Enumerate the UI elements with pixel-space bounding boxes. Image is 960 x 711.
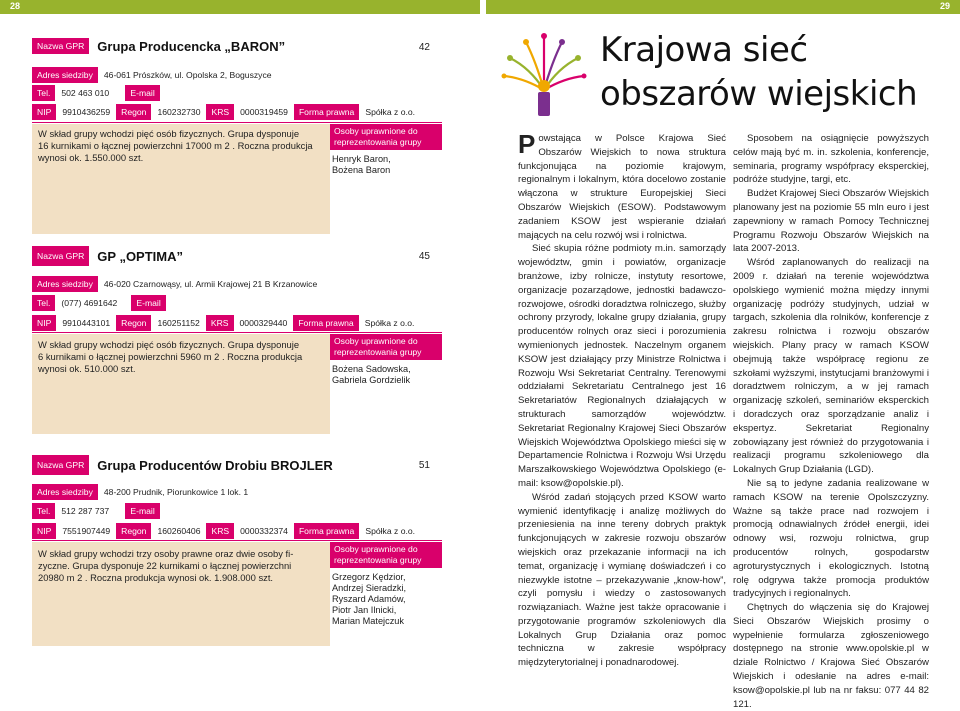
legal-form: Spółka z o.o. — [365, 526, 416, 536]
article-column-1 — [518, 129, 726, 670]
description-line: 20980 m 2 . Roczna produkcja wynosi ok. 1.908.000 szt. — [38, 572, 274, 583]
paragraph: Sposobem na osiągnięcie powyższych celów mają być m. in. szkolenia, konferencje, seminaria, programy wspófpracy eksperckiej, podróże studyjne, targi, etc. — [733, 133, 929, 186]
label-persons: Osoby uprawnione do reprezentowania grupy — [330, 542, 442, 568]
label-legal-form: Forma prawna — [293, 315, 358, 331]
tel: (077) 4691642 — [61, 298, 118, 308]
person-name: Ryszard Adamów, — [332, 594, 406, 604]
tel: 502 463 010 — [61, 88, 110, 98]
description-line: W skład grupy wchodzi pięć osób fizycznych. Grupa dysponuje — [38, 339, 300, 350]
description-line: zyczne. Grupa dysponuje 22 kurnikami o łącznej powierzchni — [38, 560, 292, 571]
group-name: Grupa Producencka „BARON” — [97, 38, 286, 54]
regon: 160260406 — [157, 526, 201, 536]
page-gutter — [480, 0, 486, 14]
label-name: Nazwa GPR — [32, 455, 89, 475]
description-line: 6 kurnikami o łącznej powierzchni 5960 m 2 . Roczna produkcja — [38, 351, 303, 362]
persons-box — [330, 124, 442, 180]
paragraph: Wśród zadań stojących przed KSOW warto wymienić identyfikację i analizę możliwych do przeniesienia na inne tereny dobrych praktyk funkcjonujących w zakresie rozwoju obszarów wiejskich oraz przekazanie informacji na ich temat, organizację i wymianę doświadczeń i co niezwykle istotne – przekazywanie „know-how”, czyli pomysłu i wiedzy o zastosowanych rozwiązaniach. Ważne jest także opracowanie i przygotowanie programów szkoleniowych dla Lokalnych Grup Działania oraz pomoc techniczna w zakresie współpracy międzyterytorialnej i ponadnarodowej. — [518, 491, 726, 669]
label-regon: Regon — [116, 315, 151, 331]
label-persons: Osoby uprawnione do reprezentowania grupy — [330, 334, 442, 360]
label-krs: KRS — [206, 104, 234, 120]
label-email: E-mail — [125, 85, 159, 101]
entry-number: 51 — [418, 460, 430, 471]
label-address: Adres siedziby — [32, 67, 98, 83]
address: 48-200 Prudnik, Piorunkowice 1 lok. 1 — [103, 487, 249, 497]
nip: 9910443101 — [62, 318, 111, 328]
person-name: Grzegorz Kędzior, — [332, 572, 406, 582]
person-name: Henryk Baron, — [332, 154, 391, 164]
regon: 160232730 — [157, 107, 201, 117]
label-persons: Osoby uprawnione do reprezentowania grupy — [330, 124, 442, 150]
label-regon: Regon — [116, 523, 151, 539]
legal-form: Spółka z o.o. — [365, 107, 416, 117]
entry-brojler — [32, 455, 442, 645]
regon: 160251152 — [157, 318, 200, 328]
label-name: Nazwa GPR — [32, 38, 89, 54]
address: 46-020 Czarnowąsy, ul. Armii Krajowej 21 B Krzanowice — [103, 279, 318, 289]
person-name: Andrzej Sieradzki, — [332, 583, 407, 593]
group-name: GP „OPTIMA” — [97, 248, 183, 264]
title-line: obszarów wiejskich — [600, 74, 918, 114]
person-name: Bożena Sadowska, — [332, 364, 411, 374]
label-email: E-mail — [125, 503, 159, 519]
description-line: W skład grupy wchodzi trzy osoby prawne oraz dwie osoby fi- — [38, 548, 294, 559]
ksow-logo-icon — [500, 28, 588, 118]
person-name: Gabriela Gordzielik — [332, 375, 411, 385]
divider — [32, 122, 442, 123]
page-number-left: 28 — [10, 1, 21, 11]
paragraph: Nie są to jedyne zadania realizowane w ramach KSOW na terenie Opolszczyzny. Ważne są także prace nad rozwojem i promocją odnawialnych źródeł energii, idei odnowy wsi, rozwoju rolnictwa, grup producentów rolnych, gospodarstw agroturystycznych i ekologicznych. Istotną rolę odgrywa także promocja produktów tradycyjnych i regionalnych. — [733, 477, 929, 600]
paragraph: Sieć skupia różne podmioty m.in. samorządy województw, gmin i powiatów, organizacje branżowe, izby rolnicze, instytuty resortowe, organizacje pozarządowe, jednostki badawczo-rozwojowe, ośrodki doradztwa rolniczego, służby ochrony przyrody, lokalne grupy działania, grupy producentów rolnych oraz sieci i porozumienia wymienionych jednostek. Naczelnym organem KSOW jest działający przy Ministrze Rolnictwa i Rozwoju Wsi Sekretariat Centralny. Terenowymi oddziałami Sekretariatu Centralnego jest 16 Sekretariatów Regionalnych działających w strukturach samorządów województw. Sekretariat Regionalny Krajowej Sieci Obszarów Wiejskich Województwa Opolskiego mieści się w Departamencie Rolnictwa i Rozwoju Wsi Urzędu Marszałkowskiego Województwa Opolskiego (e-mail: ksow@opolskie.pl). — [518, 243, 726, 489]
label-nip: NIP — [32, 315, 56, 331]
tel: 512 287 737 — [61, 506, 110, 516]
entry-number: 42 — [418, 42, 430, 53]
nip: 9910436259 — [62, 107, 111, 117]
label-nip: NIP — [32, 104, 56, 120]
krs: 0000319459 — [240, 107, 288, 117]
persons-box — [330, 334, 442, 390]
paragraph: Chętnych do włączenia się do Krajowej Sieci Obszarów Wiejskich prosimy o wypełnienie formularza zgłoszeniowego dostępnego na stronie www.opolskie.pl w dziale Rolnictwo / Krajowa Sieć Obszarów Wiejskich i odesłanie na adres e-mail: ksow@opolskie.pl lub na nr faksu: 077 44 82 121. — [733, 602, 929, 710]
label-legal-form: Forma prawna — [294, 523, 359, 539]
divider — [32, 332, 442, 333]
title-line: Krajowa sieć — [600, 30, 808, 70]
person-name: Piotr Jan Ilnicki, — [332, 605, 397, 615]
label-nip: NIP — [32, 523, 56, 539]
dropcap: P — [518, 129, 536, 159]
label-address: Adres siedziby — [32, 276, 98, 292]
person-name: Bożena Baron — [332, 165, 391, 175]
paragraph: Wśród zaplanowanych do realizacji na 2009 r. działań na terenie województwa opolskiego wymienić można między innymi organizację podróży studyjnych, udział w targach, szkolenia dla rolników, konferencje z zakresu rolnictwa i rozwoju obszarów wiejskich. Plany pracy w ramach KSOW obejmują także współpracę regionu ze szkołami wyższymi, instytucjami branżowymi i doradztwem rolniczym, a w jej ramach organizację szkoleń, seminariów eksperckich i doradczych oraz sporządzanie analiz i ekspertyz. Sekretariat Regionalny zobowiązany jest również do przygotowania i realizacji programu szkoleniowego dla Lokalnych Grup Działania (LGD). — [733, 257, 929, 476]
description-line: wynosi ok. 1.550.000 szt. — [38, 152, 144, 163]
description-line: wynosi ok. 510.000 szt. — [38, 363, 136, 374]
description-line: 16 kurnikami o łącznej powierzchni 17000 m 2 . Roczna produkcja — [38, 140, 313, 151]
description-line: W skład grupy wchodzi pięć osób fizycznych. Grupa dysponuje — [38, 128, 300, 139]
krs: 0000329440 — [239, 318, 288, 328]
article-title — [600, 28, 917, 116]
entry-optima — [32, 246, 442, 436]
person-name: Marian Matejczuk — [332, 616, 404, 626]
divider — [32, 540, 442, 541]
label-tel: Tel. — [32, 503, 55, 519]
article-column-2 — [733, 132, 929, 711]
label-tel: Tel. — [32, 295, 55, 311]
label-krs: KRS — [206, 523, 234, 539]
persons-box — [330, 542, 442, 631]
krs: 0000332374 — [240, 526, 288, 536]
label-krs: KRS — [206, 315, 234, 331]
label-address: Adres siedziby — [32, 484, 98, 500]
label-email: E-mail — [131, 295, 165, 311]
label-name: Nazwa GPR — [32, 246, 89, 266]
label-legal-form: Forma prawna — [294, 104, 359, 120]
label-tel: Tel. — [32, 85, 55, 101]
legal-form: Spółka z o.o. — [364, 318, 415, 328]
description-box — [32, 542, 330, 646]
address: 46-061 Prószków, ul. Opolska 2, Boguszyce — [103, 70, 272, 80]
label-regon: Regon — [116, 104, 151, 120]
page-number-right: 29 — [939, 1, 950, 11]
paragraph: owstająca w Polsce Krajowa Sieć Obszarów Wiejskich to nowa struktura funkcjonująca na poziomie krajowym, regionalnym i lokalnym, która docelowo zostanie włączona w strukture Europejskiej Sieci Obszarów Wiejskich (ESOW). Podstawowym zadaniem KSOW jest wspieranie działań mających na celu rozwój wsi i rolnictwa. — [518, 133, 726, 241]
nip: 7551907449 — [62, 526, 111, 536]
description-box — [32, 124, 330, 234]
paragraph: Budżet Krajowej Sieci Obszarów Wiejskich planowany jest na poziomie 55 mln euro i jest zapewniony w ramach Pomocy Technicznej Programu Rozwoju Obszarów Wiejskich na lata 2007-2013. — [733, 188, 929, 255]
description-box — [32, 334, 330, 434]
group-name: Grupa Producentów Drobiu BROJLER — [97, 457, 333, 473]
entry-number: 45 — [418, 251, 430, 262]
entry-baron — [32, 38, 442, 238]
